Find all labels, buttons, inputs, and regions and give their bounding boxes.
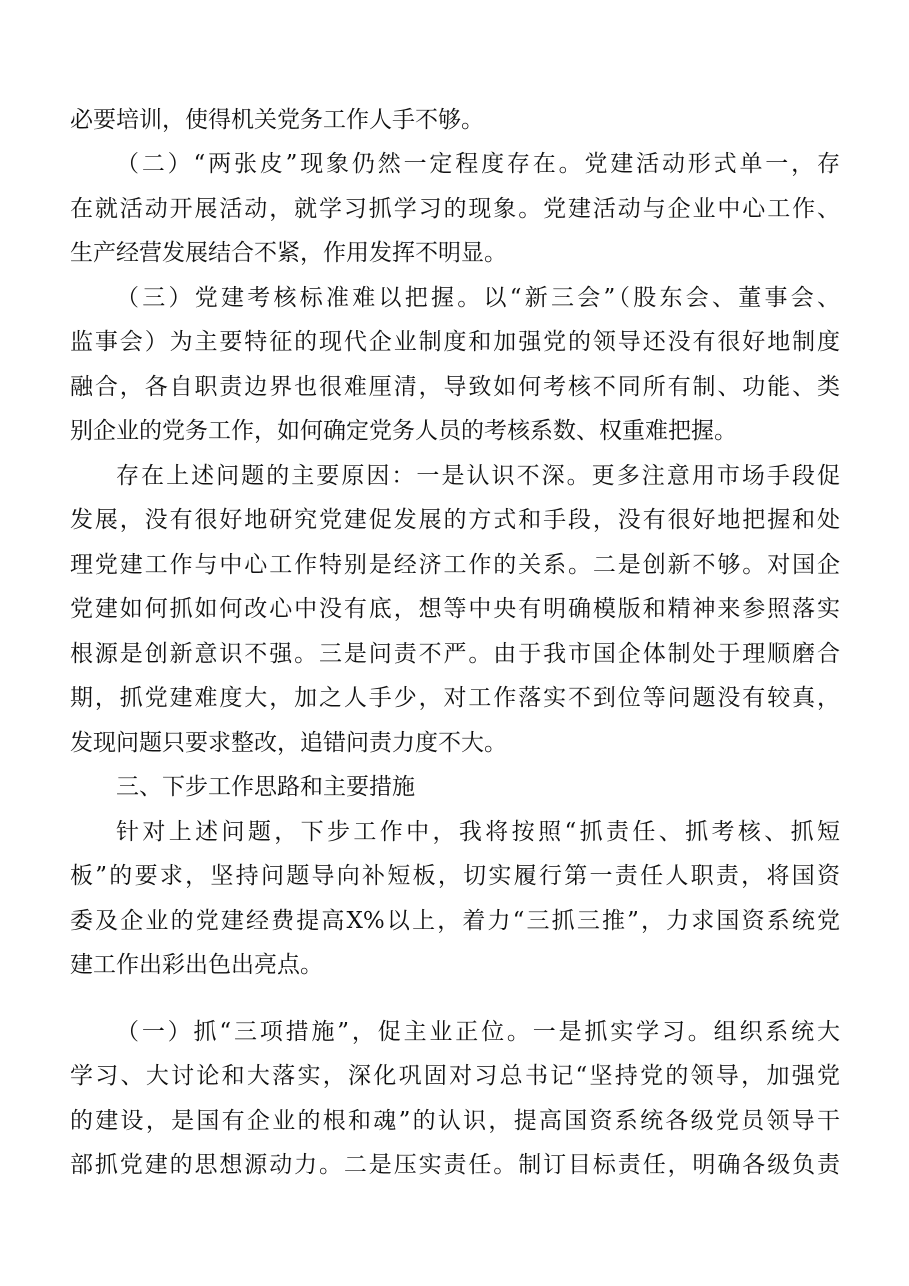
text-line: 针对上述问题，下步工作中，我将按照“抓责任、抓考核、抓短 — [116, 819, 840, 845]
text-line: 根源是创新意识不强。三是问责不严。由于我市国企体制处于理顺磨合 — [70, 641, 840, 667]
text-line: 在就活动开展活动，就学习抓学习的现象。党建活动与企业中心工作、 — [70, 196, 840, 222]
text-line: 板”的要求，坚持问题导向补短板，切实履行第一责任人职责，将国资 — [70, 863, 840, 889]
text-line: 融合，各自职责边界也很难厘清，导致如何考核不同所有制、功能、类 — [70, 374, 840, 400]
text-line: 建工作出彩出色出亮点。 — [70, 952, 323, 978]
text-line: 存在上述问题的主要原因：一是认识不深。更多注意用市场手段促 — [116, 463, 840, 489]
text-line: 学习、大讨论和大落实，深化巩固对习总书记“坚持党的领导，加强党 — [70, 1063, 840, 1089]
text-line: （二）“两张皮”现象仍然一定程度存在。党建活动形式单一，存 — [116, 151, 840, 177]
text-line: （三）党建考核标准难以把握。以“新三会”（股东会、董事会、 — [116, 285, 840, 311]
text-line: 发现问题只要求整改，追错问责力度不大。 — [70, 730, 507, 756]
text-line: 党建如何抓如何改心中没有底，想等中央有明确模版和精神来参照落实 — [70, 596, 840, 622]
text-line: 的建设，是国有企业的根和魂”的认识，提高国资系统各级党员领导干 — [70, 1108, 840, 1134]
text-line: 发展，没有很好地研究党建促发展的方式和手段，没有很好地把握和处 — [70, 507, 840, 533]
text-line: 生产经营发展结合不紧，作用发挥不明显。 — [70, 240, 507, 266]
text-line: 理党建工作与中心工作特别是经济工作的关系。二是创新不够。对国企 — [70, 552, 840, 578]
text-line: 期，抓党建难度大，加之人手少，对工作落实不到位等问题没有较真， — [70, 685, 840, 711]
text-line: 别企业的党务工作，如何确定党务人员的考核系数、权重难把握。 — [70, 418, 737, 444]
text-line: 部抓党建的思想源动力。二是压实责任。制订目标责任，明确各级负责 — [70, 1152, 840, 1178]
text-line: 必要培训，使得机关党务工作人手不够。 — [70, 107, 484, 133]
text-line: 监事会）为主要特征的现代企业制度和加强党的领导还没有很好地制度 — [70, 329, 840, 355]
text-line: （一）抓“三项措施”，促主业正位。一是抓实学习。组织系统大 — [116, 1019, 840, 1045]
section-heading: 三、下步工作思路和主要措施 — [116, 774, 415, 800]
text-line: 委及企业的党建经费提高X%以上，着力“三抓三推”，力求国资系统党 — [70, 908, 840, 934]
